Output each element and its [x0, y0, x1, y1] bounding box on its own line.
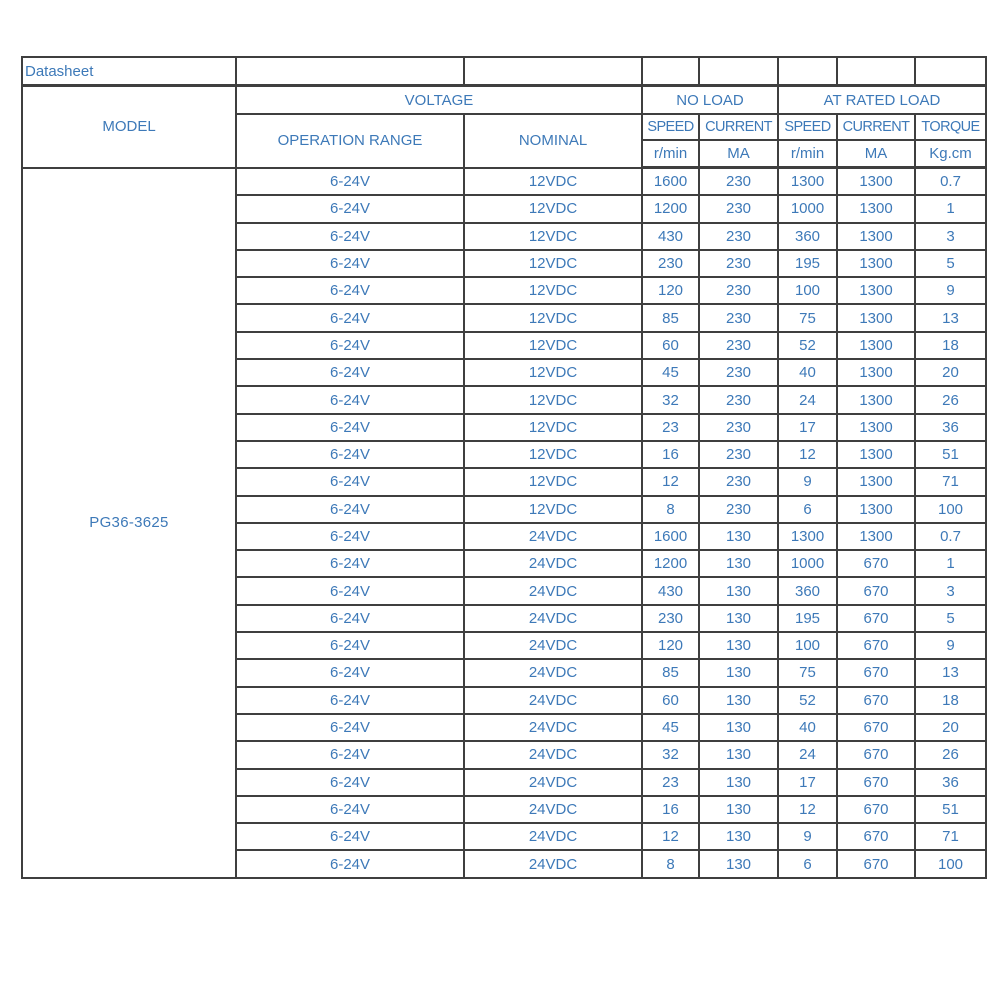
- rated-speed-cell: 52: [778, 332, 837, 359]
- rated-speed-cell: 24: [778, 386, 837, 413]
- nominal-cell: 24VDC: [464, 714, 642, 741]
- torque-cell: 51: [915, 796, 986, 823]
- nominal-cell: 12VDC: [464, 496, 642, 523]
- noload-speed-cell: 60: [642, 332, 699, 359]
- noload-current-cell: 230: [699, 195, 778, 222]
- rated-current-cell: 1300: [837, 223, 915, 250]
- noload-speed-cell: 12: [642, 468, 699, 495]
- torque-cell: 1: [915, 550, 986, 577]
- nominal-cell: 12VDC: [464, 250, 642, 277]
- torque-cell: 3: [915, 577, 986, 604]
- noload-current-cell: 230: [699, 359, 778, 386]
- rated-current-cell: 670: [837, 577, 915, 604]
- operation-range-cell: 6-24V: [236, 250, 464, 277]
- model-value-cell: PG36-3625: [22, 168, 236, 878]
- noload-current-cell: 230: [699, 304, 778, 331]
- noload-current-cell: 130: [699, 796, 778, 823]
- rated-current-cell: 1300: [837, 332, 915, 359]
- noload-speed-cell: 45: [642, 714, 699, 741]
- nominal-cell: 12VDC: [464, 359, 642, 386]
- unit-rated-speed: r/min: [778, 140, 837, 168]
- noload-current-cell: 230: [699, 414, 778, 441]
- noload-speed-cell: 430: [642, 577, 699, 604]
- rated-speed-cell: 52: [778, 687, 837, 714]
- rated-current-cell: 670: [837, 769, 915, 796]
- datasheet-table: [21, 56, 987, 879]
- operation-range-cell: 6-24V: [236, 523, 464, 550]
- header-at-rated-load: AT RATED LOAD: [778, 86, 986, 115]
- data-row: [22, 168, 986, 196]
- operation-range-cell: 6-24V: [236, 195, 464, 222]
- torque-cell: 3: [915, 223, 986, 250]
- operation-range-cell: 6-24V: [236, 659, 464, 686]
- header-rated-current: CURRENT: [837, 114, 915, 140]
- operation-range-cell: 6-24V: [236, 304, 464, 331]
- empty-cell: [837, 57, 915, 86]
- torque-cell: 18: [915, 332, 986, 359]
- rated-speed-cell: 1300: [778, 168, 837, 196]
- header-no-load: NO LOAD: [642, 86, 778, 115]
- noload-current-cell: 230: [699, 332, 778, 359]
- nominal-cell: 12VDC: [464, 468, 642, 495]
- header-model: MODEL: [22, 86, 236, 168]
- operation-range-cell: 6-24V: [236, 496, 464, 523]
- operation-range-cell: 6-24V: [236, 769, 464, 796]
- nominal-cell: 24VDC: [464, 659, 642, 686]
- rated-current-cell: 1300: [837, 468, 915, 495]
- header-torque: TORQUE: [915, 114, 986, 140]
- rated-speed-cell: 100: [778, 277, 837, 304]
- torque-cell: 5: [915, 605, 986, 632]
- noload-speed-cell: 120: [642, 277, 699, 304]
- rated-speed-cell: 1000: [778, 195, 837, 222]
- torque-cell: 5: [915, 250, 986, 277]
- unit-noload-current: MA: [699, 140, 778, 168]
- operation-range-cell: 6-24V: [236, 414, 464, 441]
- header-operation-range: OPERATION RANGE: [236, 114, 464, 168]
- rated-speed-cell: 1000: [778, 550, 837, 577]
- rated-speed-cell: 1300: [778, 523, 837, 550]
- torque-cell: 26: [915, 741, 986, 768]
- rated-speed-cell: 17: [778, 769, 837, 796]
- operation-range-cell: 6-24V: [236, 168, 464, 196]
- noload-speed-cell: 430: [642, 223, 699, 250]
- nominal-cell: 12VDC: [464, 386, 642, 413]
- rated-speed-cell: 40: [778, 714, 837, 741]
- rated-speed-cell: 12: [778, 796, 837, 823]
- nominal-cell: 12VDC: [464, 168, 642, 196]
- torque-cell: 36: [915, 769, 986, 796]
- operation-range-cell: 6-24V: [236, 605, 464, 632]
- nominal-cell: 12VDC: [464, 414, 642, 441]
- rated-current-cell: 670: [837, 659, 915, 686]
- noload-speed-cell: 16: [642, 796, 699, 823]
- nominal-cell: 12VDC: [464, 223, 642, 250]
- noload-speed-cell: 8: [642, 496, 699, 523]
- unit-rated-current: MA: [837, 140, 915, 168]
- noload-current-cell: 230: [699, 277, 778, 304]
- noload-current-cell: 230: [699, 250, 778, 277]
- rated-current-cell: 1300: [837, 250, 915, 277]
- operation-range-cell: 6-24V: [236, 359, 464, 386]
- empty-cell: [778, 57, 837, 86]
- noload-current-cell: 130: [699, 850, 778, 877]
- torque-cell: 9: [915, 632, 986, 659]
- noload-current-cell: 130: [699, 823, 778, 850]
- operation-range-cell: 6-24V: [236, 386, 464, 413]
- noload-speed-cell: 85: [642, 304, 699, 331]
- noload-current-cell: 230: [699, 441, 778, 468]
- empty-cell: [699, 57, 778, 86]
- noload-speed-cell: 45: [642, 359, 699, 386]
- noload-speed-cell: 85: [642, 659, 699, 686]
- operation-range-cell: 6-24V: [236, 796, 464, 823]
- noload-current-cell: 130: [699, 769, 778, 796]
- noload-speed-cell: 23: [642, 414, 699, 441]
- noload-current-cell: 130: [699, 605, 778, 632]
- nominal-cell: 24VDC: [464, 550, 642, 577]
- nominal-cell: 24VDC: [464, 823, 642, 850]
- header-nominal: NOMINAL: [464, 114, 642, 168]
- rated-speed-cell: 17: [778, 414, 837, 441]
- noload-current-cell: 230: [699, 468, 778, 495]
- noload-current-cell: 130: [699, 632, 778, 659]
- noload-speed-cell: 32: [642, 741, 699, 768]
- noload-speed-cell: 1600: [642, 168, 699, 196]
- operation-range-cell: 6-24V: [236, 277, 464, 304]
- operation-range-cell: 6-24V: [236, 741, 464, 768]
- torque-cell: 71: [915, 823, 986, 850]
- noload-speed-cell: 16: [642, 441, 699, 468]
- nominal-cell: 24VDC: [464, 850, 642, 877]
- noload-current-cell: 130: [699, 523, 778, 550]
- torque-cell: 1: [915, 195, 986, 222]
- noload-speed-cell: 32: [642, 386, 699, 413]
- nominal-cell: 24VDC: [464, 577, 642, 604]
- rated-speed-cell: 40: [778, 359, 837, 386]
- table-body: [22, 168, 986, 878]
- header-voltage: VOLTAGE: [236, 86, 642, 115]
- noload-speed-cell: 1600: [642, 523, 699, 550]
- nominal-cell: 12VDC: [464, 195, 642, 222]
- operation-range-cell: 6-24V: [236, 687, 464, 714]
- noload-current-cell: 130: [699, 577, 778, 604]
- rated-speed-cell: 75: [778, 659, 837, 686]
- operation-range-cell: 6-24V: [236, 632, 464, 659]
- torque-cell: 51: [915, 441, 986, 468]
- noload-current-cell: 130: [699, 659, 778, 686]
- rated-speed-cell: 6: [778, 496, 837, 523]
- torque-cell: 71: [915, 468, 986, 495]
- torque-cell: 100: [915, 850, 986, 877]
- rated-speed-cell: 12: [778, 441, 837, 468]
- unit-noload-speed: r/min: [642, 140, 699, 168]
- rated-speed-cell: 75: [778, 304, 837, 331]
- nominal-cell: 24VDC: [464, 605, 642, 632]
- rated-speed-cell: 9: [778, 468, 837, 495]
- noload-current-cell: 230: [699, 386, 778, 413]
- noload-speed-cell: 230: [642, 605, 699, 632]
- rated-speed-cell: 195: [778, 605, 837, 632]
- empty-cell: [915, 57, 986, 86]
- header-noload-current: CURRENT: [699, 114, 778, 140]
- rated-current-cell: 670: [837, 687, 915, 714]
- nominal-cell: 12VDC: [464, 441, 642, 468]
- torque-cell: 100: [915, 496, 986, 523]
- empty-cell: [464, 57, 642, 86]
- nominal-cell: 24VDC: [464, 523, 642, 550]
- rated-current-cell: 1300: [837, 359, 915, 386]
- rated-current-cell: 670: [837, 550, 915, 577]
- rated-current-cell: 670: [837, 796, 915, 823]
- noload-speed-cell: 1200: [642, 195, 699, 222]
- rated-current-cell: 1300: [837, 441, 915, 468]
- rated-current-cell: 670: [837, 632, 915, 659]
- rated-current-cell: 1300: [837, 523, 915, 550]
- noload-speed-cell: 60: [642, 687, 699, 714]
- rated-current-cell: 670: [837, 850, 915, 877]
- noload-speed-cell: 8: [642, 850, 699, 877]
- rated-current-cell: 1300: [837, 168, 915, 196]
- header-rated-speed: SPEED: [778, 114, 837, 140]
- datasheet-title-row: [22, 57, 986, 86]
- noload-speed-cell: 12: [642, 823, 699, 850]
- nominal-cell: 12VDC: [464, 277, 642, 304]
- rated-speed-cell: 195: [778, 250, 837, 277]
- header-noload-speed: SPEED: [642, 114, 699, 140]
- torque-cell: 36: [915, 414, 986, 441]
- torque-cell: 20: [915, 359, 986, 386]
- noload-current-cell: 130: [699, 714, 778, 741]
- operation-range-cell: 6-24V: [236, 850, 464, 877]
- noload-current-cell: 130: [699, 741, 778, 768]
- torque-cell: 9: [915, 277, 986, 304]
- torque-cell: 18: [915, 687, 986, 714]
- torque-cell: 0.7: [915, 168, 986, 196]
- rated-speed-cell: 24: [778, 741, 837, 768]
- noload-speed-cell: 1200: [642, 550, 699, 577]
- operation-range-cell: 6-24V: [236, 332, 464, 359]
- nominal-cell: 12VDC: [464, 332, 642, 359]
- operation-range-cell: 6-24V: [236, 577, 464, 604]
- noload-current-cell: 230: [699, 223, 778, 250]
- noload-current-cell: 230: [699, 168, 778, 196]
- torque-cell: 26: [915, 386, 986, 413]
- operation-range-cell: 6-24V: [236, 468, 464, 495]
- noload-speed-cell: 230: [642, 250, 699, 277]
- rated-speed-cell: 6: [778, 850, 837, 877]
- rated-speed-cell: 9: [778, 823, 837, 850]
- rated-current-cell: 1300: [837, 277, 915, 304]
- noload-current-cell: 130: [699, 687, 778, 714]
- torque-cell: 13: [915, 304, 986, 331]
- header-group-row: [22, 86, 986, 115]
- rated-current-cell: 670: [837, 741, 915, 768]
- rated-current-cell: 670: [837, 714, 915, 741]
- nominal-cell: 12VDC: [464, 304, 642, 331]
- nominal-cell: 24VDC: [464, 632, 642, 659]
- rated-current-cell: 1300: [837, 386, 915, 413]
- torque-cell: 0.7: [915, 523, 986, 550]
- rated-speed-cell: 360: [778, 577, 837, 604]
- nominal-cell: 24VDC: [464, 769, 642, 796]
- unit-torque: Kg.cm: [915, 140, 986, 168]
- datasheet-title-cell: Datasheet: [22, 57, 236, 86]
- noload-current-cell: 230: [699, 496, 778, 523]
- nominal-cell: 24VDC: [464, 687, 642, 714]
- rated-current-cell: 1300: [837, 195, 915, 222]
- rated-speed-cell: 360: [778, 223, 837, 250]
- rated-current-cell: 1300: [837, 496, 915, 523]
- operation-range-cell: 6-24V: [236, 441, 464, 468]
- empty-cell: [236, 57, 464, 86]
- nominal-cell: 24VDC: [464, 741, 642, 768]
- rated-speed-cell: 100: [778, 632, 837, 659]
- operation-range-cell: 6-24V: [236, 714, 464, 741]
- noload-speed-cell: 120: [642, 632, 699, 659]
- rated-current-cell: 1300: [837, 414, 915, 441]
- rated-current-cell: 670: [837, 823, 915, 850]
- rated-current-cell: 1300: [837, 304, 915, 331]
- noload-speed-cell: 23: [642, 769, 699, 796]
- torque-cell: 20: [915, 714, 986, 741]
- operation-range-cell: 6-24V: [236, 550, 464, 577]
- operation-range-cell: 6-24V: [236, 223, 464, 250]
- empty-cell: [642, 57, 699, 86]
- nominal-cell: 24VDC: [464, 796, 642, 823]
- torque-cell: 13: [915, 659, 986, 686]
- noload-current-cell: 130: [699, 550, 778, 577]
- rated-current-cell: 670: [837, 605, 915, 632]
- operation-range-cell: 6-24V: [236, 823, 464, 850]
